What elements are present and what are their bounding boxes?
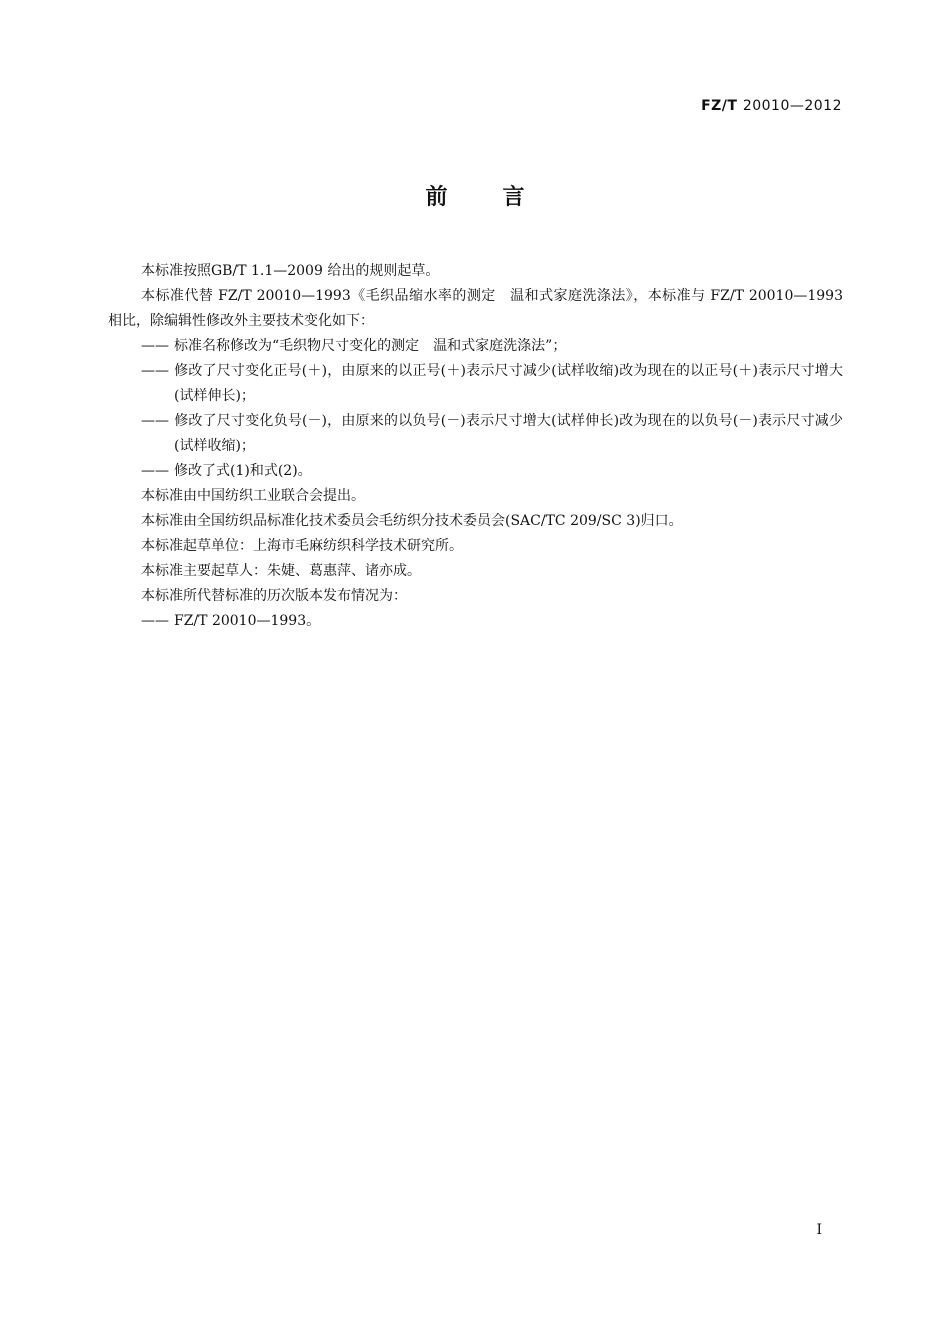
- standard-code: [701, 98, 842, 114]
- paragraph-drafters: 本标准主要起草人：朱婕、葛惠萍、诸亦成。: [141, 563, 421, 579]
- dash-marker: ——: [141, 363, 169, 379]
- change-item-text: 修改了尺寸变化正号(＋)，由原来的以正号(＋)表示尺寸减少(试样收缩)改为现在的以正号(＋)表示尺寸增大(试样伸长)；: [174, 363, 843, 404]
- dash-marker: ——: [141, 338, 169, 354]
- paragraph-committee: 本标准由全国纺织品标准化技术委员会毛纺织分技术委员会(SAC/TC 209/SC 3)归口。: [141, 513, 683, 529]
- change-item-text: 修改了尺寸变化负号(－)，由原来的以负号(－)表示尺寸增大(试样伸长)改为现在的以负号(－)表示尺寸减少(试样收缩)；: [174, 413, 843, 454]
- dash-marker: ——: [141, 613, 169, 629]
- standard-code-prefix: FZ/T: [701, 98, 743, 114]
- change-item-text: 标准名称修改为“毛织物尺寸变化的测定 温和式家庭洗涤法”；: [174, 338, 567, 354]
- paragraph-replacement: 本标准代替 FZ/T 20010—1993《毛织品缩水率的测定 温和式家庭洗涤法》，本标准与 FZ/T 20010—1993 相比，除编辑性修改外主要技术变化如下：: [108, 288, 843, 329]
- change-item: [108, 409, 843, 459]
- page-number: I: [816, 1222, 822, 1238]
- history-item-text: FZ/T 20010—1993。: [174, 613, 321, 629]
- change-item-text: 修改了式(1)和式(2)。: [174, 463, 312, 479]
- history-item: [108, 609, 843, 634]
- change-item: [108, 459, 843, 484]
- preface-body: [108, 259, 843, 634]
- page-title: 前言: [425, 185, 580, 210]
- paragraph-drafting-unit: 本标准起草单位：上海市毛麻纺织科学技术研究所。: [141, 538, 463, 554]
- standard-code-number: 20010—2012: [742, 98, 842, 114]
- paragraph-history-intro: 本标准所代替标准的历次版本发布情况为：: [141, 588, 407, 604]
- change-item: [108, 334, 843, 359]
- dash-marker: ——: [141, 413, 169, 429]
- dash-marker: ——: [141, 463, 169, 479]
- change-item: [108, 359, 843, 409]
- paragraph-drafting-rules: 本标准按照GB/T 1.1—2009 给出的规则起草。: [141, 263, 440, 279]
- paragraph-proposer: 本标准由中国纺织工业联合会提出。: [141, 488, 365, 504]
